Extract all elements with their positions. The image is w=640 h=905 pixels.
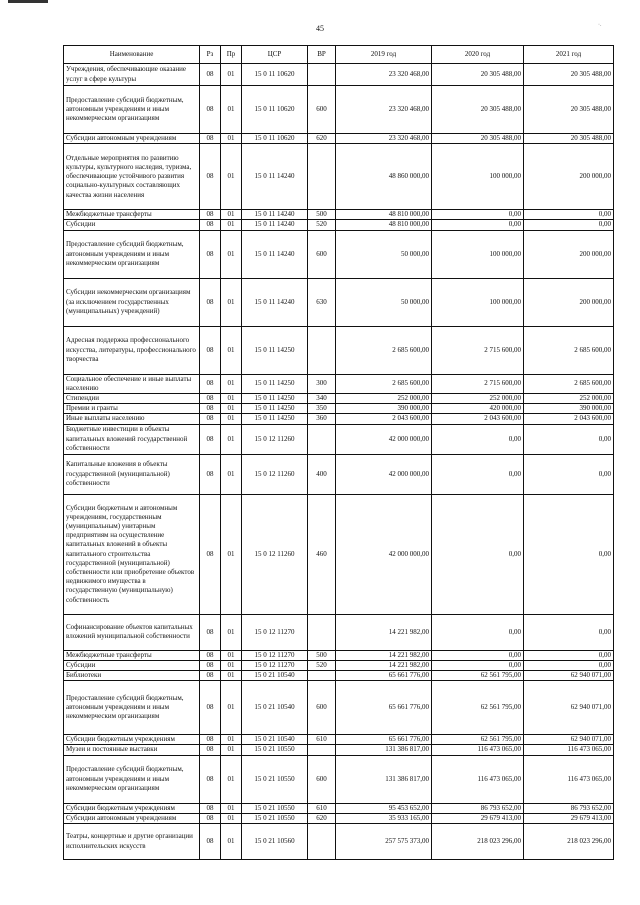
cell-pr: 01 (221, 813, 242, 823)
cell-name: Субсидии (64, 660, 200, 670)
header-csr: ЦСР (242, 46, 308, 64)
cell-name: Межбюджетные трансферты (64, 210, 200, 220)
cell-pr: 01 (221, 394, 242, 404)
table-row (64, 404, 614, 414)
cell-2019: 257 575 373,00 (336, 824, 432, 860)
cell-2021: 86 793 652,00 (524, 803, 614, 813)
cell-csr: 15 0 12 11270 (242, 650, 308, 660)
cell-pr: 01 (221, 824, 242, 860)
cell-rz: 08 (200, 494, 221, 614)
cell-csr: 15 0 21 10550 (242, 813, 308, 823)
cell-rz: 08 (200, 394, 221, 404)
page-number: 45 (316, 24, 324, 33)
cell-2019: 14 221 982,00 (336, 650, 432, 660)
header-2020: 2020 год (432, 46, 524, 64)
cell-pr: 01 (221, 735, 242, 745)
cell-2021: 200 000,00 (524, 278, 614, 326)
cell-rz: 08 (200, 650, 221, 660)
cell-2020: 0,00 (432, 454, 524, 494)
table-row (64, 755, 614, 803)
cell-vr: 620 (308, 134, 336, 144)
cell-pr: 01 (221, 494, 242, 614)
cell-csr: 15 0 11 14240 (242, 210, 308, 220)
cell-2021: 0,00 (524, 660, 614, 670)
cell-name: Бюджетные инвестиции в объекты капитальных вложений государственной собственности (64, 424, 200, 454)
cell-rz: 08 (200, 64, 221, 86)
cell-2020: 420 000,00 (432, 404, 524, 414)
cell-vr: 300 (308, 374, 336, 393)
table-row (64, 86, 614, 134)
cell-csr: 15 0 21 10540 (242, 681, 308, 735)
cell-pr: 01 (221, 326, 242, 374)
cell-2020: 0,00 (432, 494, 524, 614)
cell-csr: 15 0 11 14250 (242, 414, 308, 424)
cell-name: Учреждения, обеспечивающие оказание услуг в сфере культуры (64, 64, 200, 86)
cell-2020: 29 679 413,00 (432, 813, 524, 823)
cell-vr (308, 64, 336, 86)
cell-2021: 62 940 071,00 (524, 671, 614, 681)
cell-csr: 15 0 11 14240 (242, 230, 308, 278)
table-row (64, 650, 614, 660)
cell-csr: 15 0 11 14240 (242, 220, 308, 230)
table-body (64, 64, 614, 860)
cell-name: Субсидии автономным учреждениям (64, 813, 200, 823)
cell-2021: 0,00 (524, 494, 614, 614)
cell-name: Субсидии автономным учреждениям (64, 134, 200, 144)
table-row (64, 144, 614, 210)
cell-pr: 01 (221, 745, 242, 755)
cell-rz: 08 (200, 735, 221, 745)
cell-2021: 0,00 (524, 424, 614, 454)
cell-vr: 600 (308, 86, 336, 134)
cell-2021: 20 305 488,00 (524, 86, 614, 134)
cell-2020: 0,00 (432, 660, 524, 670)
cell-2020: 116 473 065,00 (432, 745, 524, 755)
cell-2019: 252 000,00 (336, 394, 432, 404)
cell-csr: 15 0 11 14240 (242, 144, 308, 210)
cell-name: Предоставление субсидий бюджетным, автономным учреждениям и иным некоммерческим организациям (64, 230, 200, 278)
cell-2020: 0,00 (432, 210, 524, 220)
cell-2019: 23 320 468,00 (336, 86, 432, 134)
cell-rz: 08 (200, 803, 221, 813)
cell-vr (308, 614, 336, 650)
cell-pr: 01 (221, 454, 242, 494)
cell-vr: 630 (308, 278, 336, 326)
cell-vr (308, 424, 336, 454)
cell-pr: 01 (221, 660, 242, 670)
cell-2021: 252 000,00 (524, 394, 614, 404)
table-row (64, 374, 614, 393)
table-row (64, 424, 614, 454)
cell-vr: 600 (308, 681, 336, 735)
cell-rz: 08 (200, 210, 221, 220)
cell-rz: 08 (200, 220, 221, 230)
cell-2021: 0,00 (524, 650, 614, 660)
cell-2020: 62 561 795,00 (432, 671, 524, 681)
cell-2019: 2 685 600,00 (336, 374, 432, 393)
cell-2021: 29 679 413,00 (524, 813, 614, 823)
cell-2021: 62 940 071,00 (524, 681, 614, 735)
cell-2021: 20 305 488,00 (524, 64, 614, 86)
cell-2019: 48 810 000,00 (336, 210, 432, 220)
cell-csr: 15 0 12 11260 (242, 454, 308, 494)
cell-2020: 20 305 488,00 (432, 64, 524, 86)
cell-pr: 01 (221, 220, 242, 230)
cell-2021: 0,00 (524, 454, 614, 494)
cell-2019: 14 221 982,00 (336, 660, 432, 670)
cell-2019: 23 320 468,00 (336, 134, 432, 144)
cell-name: Субсидии некоммерческим организациям (за исключением государственных (муниципальных) учреждений) (64, 278, 200, 326)
table-row (64, 803, 614, 813)
cell-name: Предоставление субсидий бюджетным, автономным учреждениям и иным некоммерческим организациям (64, 86, 200, 134)
cell-csr: 15 0 21 10540 (242, 671, 308, 681)
cell-rz: 08 (200, 230, 221, 278)
cell-name: Предоставление субсидий бюджетным, автономным учреждениям и иным некоммерческим организациям (64, 681, 200, 735)
cell-2021: 62 940 071,00 (524, 735, 614, 745)
cell-2021: 200 000,00 (524, 230, 614, 278)
cell-2019: 42 000 000,00 (336, 424, 432, 454)
table-row (64, 824, 614, 860)
table-row (64, 134, 614, 144)
cell-2019: 65 661 776,00 (336, 671, 432, 681)
cell-pr: 01 (221, 144, 242, 210)
table-row (64, 494, 614, 614)
cell-vr: 620 (308, 813, 336, 823)
cell-rz: 08 (200, 454, 221, 494)
cell-2020: 218 023 296,00 (432, 824, 524, 860)
table-row (64, 614, 614, 650)
cell-pr: 01 (221, 614, 242, 650)
cell-rz: 08 (200, 824, 221, 860)
cell-pr: 01 (221, 278, 242, 326)
cell-2020: 0,00 (432, 650, 524, 660)
cell-rz: 08 (200, 745, 221, 755)
cell-2019: 65 661 776,00 (336, 735, 432, 745)
table-row (64, 660, 614, 670)
cell-rz: 08 (200, 404, 221, 414)
cell-vr: 610 (308, 735, 336, 745)
cell-vr (308, 824, 336, 860)
cell-pr: 01 (221, 650, 242, 660)
cell-csr: 15 0 21 10540 (242, 735, 308, 745)
cell-csr: 15 0 11 14250 (242, 404, 308, 414)
scan-mark (8, 0, 48, 3)
cell-pr: 01 (221, 230, 242, 278)
cell-2021: 0,00 (524, 220, 614, 230)
cell-rz: 08 (200, 424, 221, 454)
cell-name: Стипендии (64, 394, 200, 404)
cell-2021: 2 685 600,00 (524, 374, 614, 393)
header-rz: Рз (200, 46, 221, 64)
cell-name: Межбюджетные трансферты (64, 650, 200, 660)
table-row (64, 210, 614, 220)
cell-2021: 0,00 (524, 614, 614, 650)
cell-2019: 95 453 652,00 (336, 803, 432, 813)
cell-2020: 252 000,00 (432, 394, 524, 404)
budget-table (63, 45, 614, 860)
cell-2021: 116 473 065,00 (524, 745, 614, 755)
cell-rz: 08 (200, 326, 221, 374)
cell-2019: 65 661 776,00 (336, 681, 432, 735)
cell-vr: 360 (308, 414, 336, 424)
cell-name: Социальное обеспечение и иные выплаты населению (64, 374, 200, 393)
cell-2019: 390 000,00 (336, 404, 432, 414)
cell-2019: 23 320 468,00 (336, 64, 432, 86)
cell-2021: 116 473 065,00 (524, 755, 614, 803)
table-row (64, 230, 614, 278)
cell-name: Софинансирование объектов капитальных вложений муниципальной собственности (64, 614, 200, 650)
cell-2020: 62 561 795,00 (432, 735, 524, 745)
cell-name: Библиотеки (64, 671, 200, 681)
cell-vr (308, 745, 336, 755)
cell-name: Отдельные мероприятия по развитию культуры, культурного наследия, туризма, обеспечивающие устойчивого развития социально-культурных составляющих качества жизни населения (64, 144, 200, 210)
cell-2020: 2 043 600,00 (432, 414, 524, 424)
cell-2020: 20 305 488,00 (432, 134, 524, 144)
cell-rz: 08 (200, 86, 221, 134)
header-2019: 2019 год (336, 46, 432, 64)
cell-2019: 48 860 000,00 (336, 144, 432, 210)
cell-2020: 100 000,00 (432, 144, 524, 210)
header-vr: ВР (308, 46, 336, 64)
cell-rz: 08 (200, 755, 221, 803)
cell-2021: 200 000,00 (524, 144, 614, 210)
header-name: Наименование (64, 46, 200, 64)
cell-name: Субсидии бюджетным и автономным учреждениям, государственным (муниципальным) унитарным предприятиям на осуществление капитальных вложений в объекты капитального строительства государственной (муниципальной) собственности или приобретение объектов недвижимого имущества в государственную (муниципальную) собственность (64, 494, 200, 614)
cell-2020: 2 715 600,00 (432, 374, 524, 393)
cell-vr: 500 (308, 210, 336, 220)
table-row (64, 394, 614, 404)
cell-csr: 15 0 11 14250 (242, 374, 308, 393)
cell-rz: 08 (200, 414, 221, 424)
cell-2019: 131 386 817,00 (336, 755, 432, 803)
cell-rz: 08 (200, 374, 221, 393)
table-row (64, 414, 614, 424)
table-row (64, 745, 614, 755)
cell-pr: 01 (221, 134, 242, 144)
cell-vr: 460 (308, 494, 336, 614)
cell-vr: 600 (308, 755, 336, 803)
cell-2021: 2 043 600,00 (524, 414, 614, 424)
cell-rz: 08 (200, 278, 221, 326)
table-row (64, 326, 614, 374)
cell-2021: 20 305 488,00 (524, 134, 614, 144)
cell-name: Субсидии бюджетным учреждениям (64, 803, 200, 813)
cell-vr: 610 (308, 803, 336, 813)
cell-vr: 500 (308, 650, 336, 660)
cell-rz: 08 (200, 681, 221, 735)
cell-csr: 15 0 11 14240 (242, 278, 308, 326)
cell-pr: 01 (221, 681, 242, 735)
cell-pr: 01 (221, 414, 242, 424)
cell-2020: 100 000,00 (432, 278, 524, 326)
cell-vr (308, 671, 336, 681)
cell-name: Иные выплаты населению (64, 414, 200, 424)
scan-speck: ·. (598, 22, 602, 28)
cell-2019: 48 810 000,00 (336, 220, 432, 230)
cell-2020: 116 473 065,00 (432, 755, 524, 803)
cell-2021: 218 023 296,00 (524, 824, 614, 860)
cell-csr: 15 0 21 10550 (242, 803, 308, 813)
cell-vr: 340 (308, 394, 336, 404)
cell-rz: 08 (200, 134, 221, 144)
table-row (64, 220, 614, 230)
cell-2019: 50 000,00 (336, 278, 432, 326)
table-header-row (64, 46, 614, 64)
cell-2020: 20 305 488,00 (432, 86, 524, 134)
header-pr: Пр (221, 46, 242, 64)
cell-2020: 86 793 652,00 (432, 803, 524, 813)
cell-pr: 01 (221, 374, 242, 393)
cell-2019: 35 933 165,00 (336, 813, 432, 823)
cell-pr: 01 (221, 86, 242, 134)
cell-rz: 08 (200, 813, 221, 823)
table-row (64, 671, 614, 681)
cell-name: Премии и гранты (64, 404, 200, 414)
cell-name: Субсидии (64, 220, 200, 230)
cell-2020: 100 000,00 (432, 230, 524, 278)
table-row (64, 813, 614, 823)
cell-csr: 15 0 11 14250 (242, 326, 308, 374)
cell-2019: 2 043 600,00 (336, 414, 432, 424)
cell-csr: 15 0 12 11260 (242, 494, 308, 614)
cell-2021: 390 000,00 (524, 404, 614, 414)
cell-csr: 15 0 11 14250 (242, 394, 308, 404)
table-row (64, 64, 614, 86)
cell-vr (308, 326, 336, 374)
cell-vr: 520 (308, 220, 336, 230)
cell-vr: 600 (308, 230, 336, 278)
cell-name: Предоставление субсидий бюджетным, автономным учреждениям и иным некоммерческим организациям (64, 755, 200, 803)
cell-2020: 0,00 (432, 424, 524, 454)
cell-rz: 08 (200, 671, 221, 681)
cell-2019: 42 000 000,00 (336, 494, 432, 614)
cell-vr (308, 144, 336, 210)
cell-name: Капитальные вложения в объекты государственной (муниципальной) собственности (64, 454, 200, 494)
cell-2020: 0,00 (432, 220, 524, 230)
table-row (64, 454, 614, 494)
cell-pr: 01 (221, 404, 242, 414)
cell-name: Музеи и постоянные выставки (64, 745, 200, 755)
cell-rz: 08 (200, 660, 221, 670)
cell-csr: 15 0 11 10620 (242, 64, 308, 86)
cell-csr: 15 0 12 11270 (242, 614, 308, 650)
cell-vr: 520 (308, 660, 336, 670)
cell-pr: 01 (221, 755, 242, 803)
cell-name: Театры, концертные и другие организации исполнительских искусств (64, 824, 200, 860)
header-2021: 2021 год (524, 46, 614, 64)
cell-csr: 15 0 12 11270 (242, 660, 308, 670)
cell-csr: 15 0 11 10620 (242, 86, 308, 134)
cell-pr: 01 (221, 803, 242, 813)
cell-rz: 08 (200, 614, 221, 650)
cell-vr: 400 (308, 454, 336, 494)
cell-2019: 2 685 600,00 (336, 326, 432, 374)
table-row (64, 681, 614, 735)
cell-pr: 01 (221, 671, 242, 681)
cell-vr: 350 (308, 404, 336, 414)
cell-csr: 15 0 21 10550 (242, 755, 308, 803)
cell-pr: 01 (221, 424, 242, 454)
cell-pr: 01 (221, 64, 242, 86)
cell-2019: 131 386 817,00 (336, 745, 432, 755)
cell-csr: 15 0 21 10560 (242, 824, 308, 860)
table-row (64, 278, 614, 326)
cell-2021: 0,00 (524, 210, 614, 220)
cell-rz: 08 (200, 144, 221, 210)
cell-2019: 14 221 982,00 (336, 614, 432, 650)
cell-2019: 42 000 000,00 (336, 454, 432, 494)
cell-csr: 15 0 12 11260 (242, 424, 308, 454)
cell-name: Субсидии бюджетным учреждениям (64, 735, 200, 745)
cell-csr: 15 0 11 10620 (242, 134, 308, 144)
table-row (64, 735, 614, 745)
cell-csr: 15 0 21 10550 (242, 745, 308, 755)
cell-2020: 0,00 (432, 614, 524, 650)
cell-2019: 50 000,00 (336, 230, 432, 278)
cell-2020: 62 561 795,00 (432, 681, 524, 735)
cell-pr: 01 (221, 210, 242, 220)
cell-2021: 2 685 600,00 (524, 326, 614, 374)
cell-2020: 2 715 600,00 (432, 326, 524, 374)
cell-name: Адресная поддержка профессионального искусства, литературы, профессионального творчества (64, 326, 200, 374)
